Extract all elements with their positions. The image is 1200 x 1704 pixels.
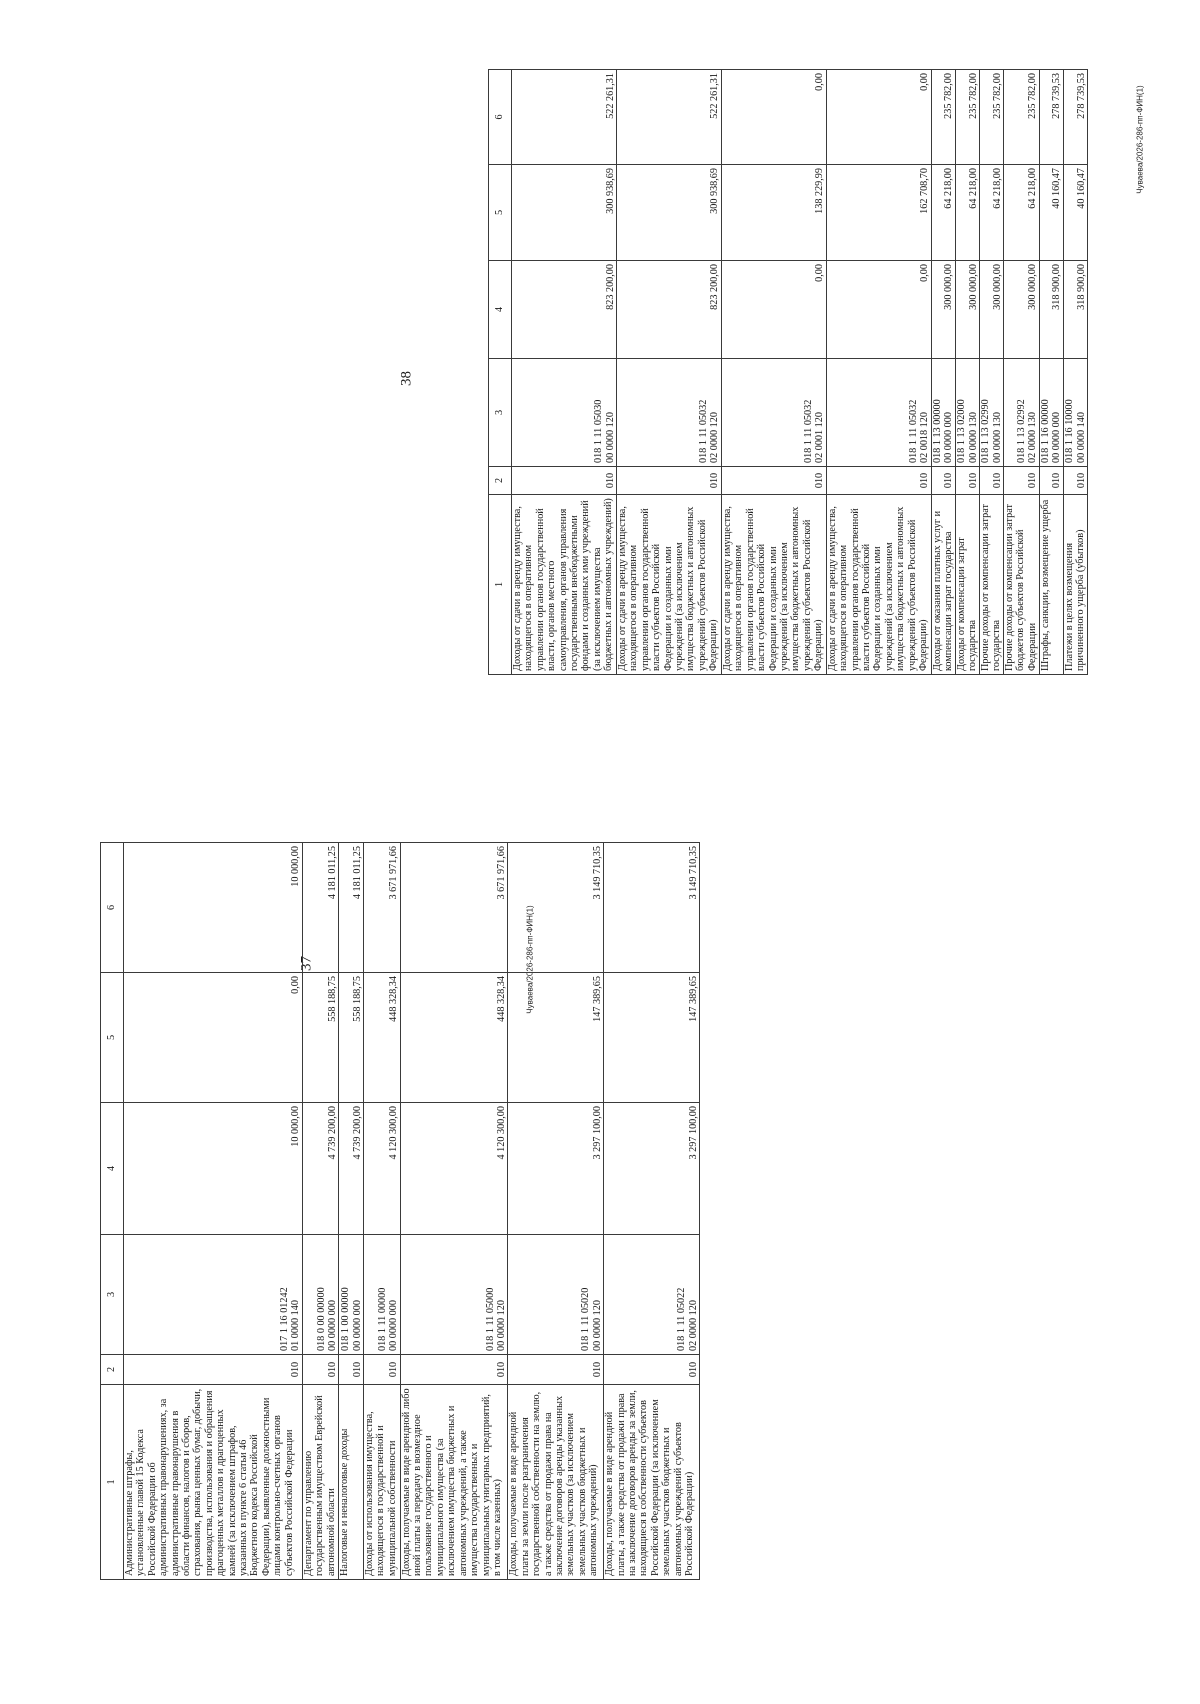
- admin-code-cell: 010: [124, 1355, 303, 1385]
- revenue-name-cell: Доходы от сдачи в аренду имущества, находящегося в оперативном управлении органов государственной власти субъектов Российской Федерации и созданных ими учреждений (за исключением имущества бюджетных и автономных учреждений субъектов Российской Федерации): [721, 495, 826, 675]
- executed-amount-cell: 40 160,47: [1063, 165, 1087, 261]
- admin-code-cell: 010: [1039, 467, 1063, 495]
- remaining-amount-cell: 278 739,53: [1063, 70, 1087, 165]
- admin-code-cell: 010: [364, 1355, 401, 1385]
- approved-amount-cell: 823 200,00: [512, 261, 617, 359]
- remaining-amount-cell: 278 739,53: [1039, 70, 1063, 165]
- table-row: [955, 70, 979, 675]
- page-number-right: 38: [398, 371, 415, 386]
- approved-amount-cell: 300 000,00: [979, 261, 1003, 359]
- column-header: 6: [489, 70, 512, 165]
- revenue-name-cell: Доходы от сдачи в аренду имущества, находящегося в оперативном управлении органов государственной власти субъектов Российской Федерации и созданных ими учреждений (за исключением имущества бюджетных и автономных учреждений субъектов Российской Федерации): [826, 495, 931, 675]
- remaining-amount-cell: 235 782,00: [931, 70, 955, 165]
- admin-code-cell: 010: [302, 1355, 339, 1385]
- revenue-name-cell: Доходы от использования имущества, находящегося в государственной и муниципальной собственности: [364, 1385, 401, 1580]
- column-header: 2: [489, 467, 512, 495]
- table-left-wrapper: [100, 843, 700, 1580]
- approved-amount-cell: 300 000,00: [955, 261, 979, 359]
- column-header: 4: [101, 1103, 124, 1235]
- column-header: 6: [101, 843, 124, 973]
- executed-amount-cell: 64 218,00: [955, 165, 979, 261]
- revenue-name-cell: Платежи в целях возмещения причиненного ущерба (убытков): [1063, 495, 1087, 675]
- executed-amount-cell: 138 229,99: [721, 165, 826, 261]
- approved-amount-cell: 10 000,00: [124, 1103, 303, 1235]
- admin-code-cell: 010: [616, 467, 721, 495]
- budget-code-cell: 018 0 00 00000 00 0000 000: [302, 1235, 339, 1355]
- budget-code-cell: 018 1 11 05032 02 0000 120: [616, 359, 721, 467]
- table-header-row: [101, 843, 124, 1580]
- remaining-amount-cell: 3 671 971,66: [364, 843, 401, 973]
- remaining-amount-cell: 235 782,00: [1004, 70, 1040, 165]
- revenue-name-cell: Доходы, получаемые в виде арендной платы за земли после разграничения государственной собственности на землю, а также средства от продажи права на заключение договоров аренды указанных земельных участков (за исключением земельных участков бюджетных и автономных учреждений): [508, 1385, 604, 1580]
- budget-code-cell: 018 1 13 02992 02 0000 130: [1004, 359, 1040, 467]
- table-row: [508, 843, 604, 1580]
- remaining-amount-cell: 3 671 971,66: [400, 843, 508, 973]
- executed-amount-cell: 64 218,00: [979, 165, 1003, 261]
- revenue-name-cell: Департамент по управлению государственным имуществом Еврейской автономной области: [302, 1385, 339, 1580]
- page-number-left: 37: [298, 956, 315, 971]
- budget-code-cell: 018 1 11 05000 00 0000 120: [400, 1235, 508, 1355]
- table-row: [1039, 70, 1063, 675]
- column-header: 5: [101, 973, 124, 1103]
- budget-code-cell: 018 1 13 02990 00 0000 130: [979, 359, 1003, 467]
- revenue-name-cell: Доходы от сдачи в аренду имущества, находящегося в оперативном управлении органов государственной власти, органов местного самоуправления, органов управления государственными внебюджетными фондами и созданных ими учреждений (за исключением имущества бюджетных и автономных учреждений): [512, 495, 617, 675]
- budget-code-cell: 018 1 13 02000 00 0000 130: [955, 359, 979, 467]
- remaining-amount-cell: 235 782,00: [979, 70, 1003, 165]
- admin-code-cell: 010: [931, 467, 955, 495]
- approved-amount-cell: 0,00: [721, 261, 826, 359]
- remaining-amount-cell: 0,00: [826, 70, 931, 165]
- admin-code-cell: 010: [955, 467, 979, 495]
- table-row: [931, 70, 955, 675]
- table-right-wrapper: [488, 70, 1088, 675]
- executed-amount-cell: 0,00: [124, 973, 303, 1103]
- column-header: 1: [101, 1385, 124, 1580]
- executed-amount-cell: 64 218,00: [1004, 165, 1040, 261]
- executed-amount-cell: 300 938,69: [512, 165, 617, 261]
- remaining-amount-cell: 522 261,31: [616, 70, 721, 165]
- document-id-watermark-left: Чуваева/2026-286-пп-ФИН(1): [525, 905, 535, 1014]
- table-row: [124, 843, 303, 1580]
- admin-code-cell: 010: [508, 1355, 604, 1385]
- revenue-name-cell: Доходы, получаемые в виде арендной либо иной платы за передачу в возмездное пользование государственного и муниципального имущества (за исключением имущества бюджетных и автономных учреждений, а также имущества государственных и муниципальных унитарных предприятий, в том числе казенных): [400, 1385, 508, 1580]
- revenue-name-cell: Доходы, получаемые в виде арендной платы, а также средства от продажи права на заключение договоров аренды за земли, находящиеся в собственности субъектов Российской Федерации (за исключением земельных участков бюджетных и автономных учреждений субъектов Российской Федерации): [604, 1385, 700, 1580]
- admin-code-cell: 010: [512, 467, 617, 495]
- executed-amount-cell: 448 328,34: [400, 973, 508, 1103]
- column-header: 4: [489, 261, 512, 359]
- revenue-name-cell: Доходы от компенсации затрат государства: [955, 495, 979, 675]
- budget-code-cell: 018 1 11 05032 02 0018 120: [826, 359, 931, 467]
- executed-amount-cell: 64 218,00: [931, 165, 955, 261]
- revenue-table-page-38: [488, 69, 1088, 675]
- executed-amount-cell: 448 328,34: [364, 973, 401, 1103]
- executed-amount-cell: 162 708,70: [826, 165, 931, 261]
- budget-code-cell: 018 1 16 00000 00 0000 000: [1039, 359, 1063, 467]
- column-header: 1: [489, 495, 512, 675]
- revenue-name-cell: Прочие доходы от компенсации затрат бюджетов субъектов Российской Федерации: [1004, 495, 1040, 675]
- budget-code-cell: 018 1 00 00000 00 0000 000: [339, 1235, 364, 1355]
- column-header: 3: [101, 1235, 124, 1355]
- approved-amount-cell: 318 900,00: [1039, 261, 1063, 359]
- table-row: [1063, 70, 1087, 675]
- document-id-watermark-right: Чуваева/2026-286-пп-ФИН(1): [1135, 85, 1145, 194]
- admin-code-cell: 010: [979, 467, 1003, 495]
- remaining-amount-cell: 0,00: [721, 70, 826, 165]
- remaining-amount-cell: 3 149 710,35: [508, 843, 604, 973]
- admin-code-cell: 010: [1004, 467, 1040, 495]
- admin-code-cell: 010: [721, 467, 826, 495]
- budget-code-cell: 018 1 11 05020 00 0000 120: [508, 1235, 604, 1355]
- budget-code-cell: 018 1 11 05032 02 0001 120: [721, 359, 826, 467]
- executed-amount-cell: 147 389,65: [604, 973, 700, 1103]
- table-row: [604, 843, 700, 1580]
- column-header: 2: [101, 1355, 124, 1385]
- executed-amount-cell: 40 160,47: [1039, 165, 1063, 261]
- executed-amount-cell: 300 938,69: [616, 165, 721, 261]
- admin-code-cell: 010: [400, 1355, 508, 1385]
- approved-amount-cell: 4 739 200,00: [339, 1103, 364, 1235]
- table-row: [302, 843, 339, 1580]
- table-header-row: [489, 70, 512, 675]
- revenue-name-cell: Прочие доходы от компенсации затрат государства: [979, 495, 1003, 675]
- approved-amount-cell: 3 297 100,00: [604, 1103, 700, 1235]
- admin-code-cell: 010: [339, 1355, 364, 1385]
- remaining-amount-cell: 4 181 011,25: [302, 843, 339, 973]
- remaining-amount-cell: 4 181 011,25: [339, 843, 364, 973]
- table-row: [400, 843, 508, 1580]
- budget-code-cell: 018 1 13 00000 00 0000 000: [931, 359, 955, 467]
- table-row: [979, 70, 1003, 675]
- approved-amount-cell: 0,00: [826, 261, 931, 359]
- budget-code-cell: 017 1 16 01242 01 0000 140: [124, 1235, 303, 1355]
- budget-code-cell: 018 1 11 00000 00 0000 000: [364, 1235, 401, 1355]
- admin-code-cell: 010: [1063, 467, 1087, 495]
- revenue-name-cell: Доходы от сдачи в аренду имущества, находящегося в оперативном управлении органов государственной власти субъектов Российской Федерации и созданных ими учреждений (за исключением имущества бюджетных и автономных учреждений субъектов Российской Федерации): [616, 495, 721, 675]
- budget-code-cell: 018 1 16 10000 00 0000 140: [1063, 359, 1087, 467]
- budget-code-cell: 018 1 11 05022 02 0000 120: [604, 1235, 700, 1355]
- table-row: [512, 70, 617, 675]
- admin-code-cell: 010: [604, 1355, 700, 1385]
- column-header: 5: [489, 165, 512, 261]
- revenue-name-cell: Налоговые и неналоговые доходы: [339, 1385, 364, 1580]
- table-row: [721, 70, 826, 675]
- remaining-amount-cell: 522 261,31: [512, 70, 617, 165]
- remaining-amount-cell: 3 149 710,35: [604, 843, 700, 973]
- admin-code-cell: 010: [826, 467, 931, 495]
- approved-amount-cell: 3 297 100,00: [508, 1103, 604, 1235]
- table-row: [826, 70, 931, 675]
- approved-amount-cell: 4 739 200,00: [302, 1103, 339, 1235]
- executed-amount-cell: 558 188,75: [302, 973, 339, 1103]
- table-row: [616, 70, 721, 675]
- revenue-name-cell: Штрафы, санкции, возмещение ущерба: [1039, 495, 1063, 675]
- table-row: [364, 843, 401, 1580]
- approved-amount-cell: 300 000,00: [931, 261, 955, 359]
- approved-amount-cell: 4 120 300,00: [364, 1103, 401, 1235]
- approved-amount-cell: 4 120 300,00: [400, 1103, 508, 1235]
- executed-amount-cell: 558 188,75: [339, 973, 364, 1103]
- revenue-name-cell: Доходы от оказания платных услуг и компенсации затрат государства: [931, 495, 955, 675]
- executed-amount-cell: 147 389,65: [508, 973, 604, 1103]
- table-row: [1004, 70, 1040, 675]
- table-row: [339, 843, 364, 1580]
- approved-amount-cell: 823 200,00: [616, 261, 721, 359]
- approved-amount-cell: 318 900,00: [1063, 261, 1087, 359]
- column-header: 3: [489, 359, 512, 467]
- budget-code-cell: 018 1 11 05030 00 0000 120: [512, 359, 617, 467]
- remaining-amount-cell: 10 000,00: [124, 843, 303, 973]
- revenue-name-cell: Административные штрафы, установленные главой 15 Кодекса Российской Федерации об административных правонарушениях, за административные правонарушения в области финансов, налогов и сборов, страхования, рынка ценных бумаг, добычи, производства, использования и обращения драгоценных металлов и драгоценных камней (за исключением штрафов, указанных в пункте 6 статьи 46 Бюджетного кодекса Российской Федерации), выявленные должностными лицами контрольно-счетных органов субъектов Российской Федерации: [124, 1385, 303, 1580]
- revenue-table-page-37: [100, 842, 700, 1580]
- remaining-amount-cell: 235 782,00: [955, 70, 979, 165]
- approved-amount-cell: 300 000,00: [1004, 261, 1040, 359]
